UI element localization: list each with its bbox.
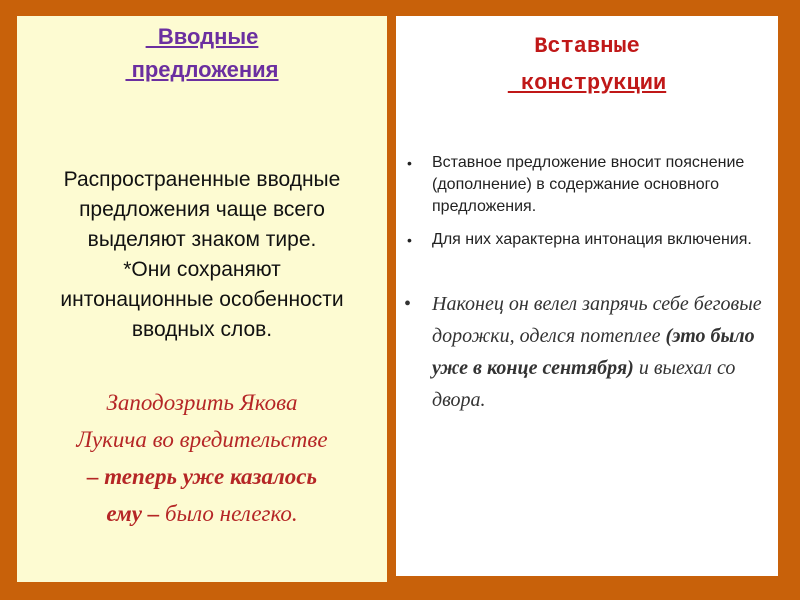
parenthetical-title-line1: Вставные [534, 34, 640, 59]
list-item [396, 229, 778, 251]
description-line: *Они сохраняют [123, 258, 281, 281]
description-line: вводных слов. [131, 318, 273, 341]
example-bold-fragment: ему – [106, 501, 160, 526]
list-item-text: Вставное предложение вносит пояснение (дополнение) в содержание основного предложения. [432, 154, 745, 215]
example-part1: Наконец он велел запрячь себе беговые дорожки, оделся потеплее [432, 293, 762, 347]
example-line: – теперь уже казалось [86, 464, 318, 489]
parenthetical-title-line2-wrap [396, 65, 778, 102]
parenthetical-constructions-panel [396, 16, 778, 576]
example-line: Заподозрить Якова [106, 390, 298, 415]
description-line: выделяют знаком тире. [87, 228, 317, 251]
description-line: интонационные особенности [60, 288, 344, 311]
introductory-title [17, 20, 387, 86]
parenthetical-title [396, 28, 778, 102]
bullet-icon: • [404, 293, 412, 315]
example-part3: и выехал со двора. [432, 357, 736, 411]
list-item-text: Для них характерна интонация включения. [432, 231, 752, 248]
parenthetical-title-line2: конструкции [507, 71, 667, 96]
parenthetical-example [396, 288, 778, 416]
bullet-icon: • [407, 155, 412, 171]
introductory-title-line2: предложения [125, 57, 279, 82]
introductory-sentences-panel [17, 16, 387, 582]
introductory-description [17, 165, 387, 345]
rules-list [396, 152, 778, 251]
description-line: Распространенные вводные [63, 168, 341, 191]
example-line [21, 495, 383, 532]
introductory-title-line1: Вводные [145, 24, 259, 49]
description-line: предложения чаще всего [79, 198, 325, 221]
example-rest-fragment: было нелегко. [159, 501, 298, 526]
list-item [396, 152, 778, 218]
bullet-icon: • [407, 232, 412, 248]
example-bold-part: (это было уже в конце сентября) [432, 325, 755, 379]
example-line: Лукича во вредительстве [76, 427, 328, 452]
introductory-example [17, 384, 387, 532]
